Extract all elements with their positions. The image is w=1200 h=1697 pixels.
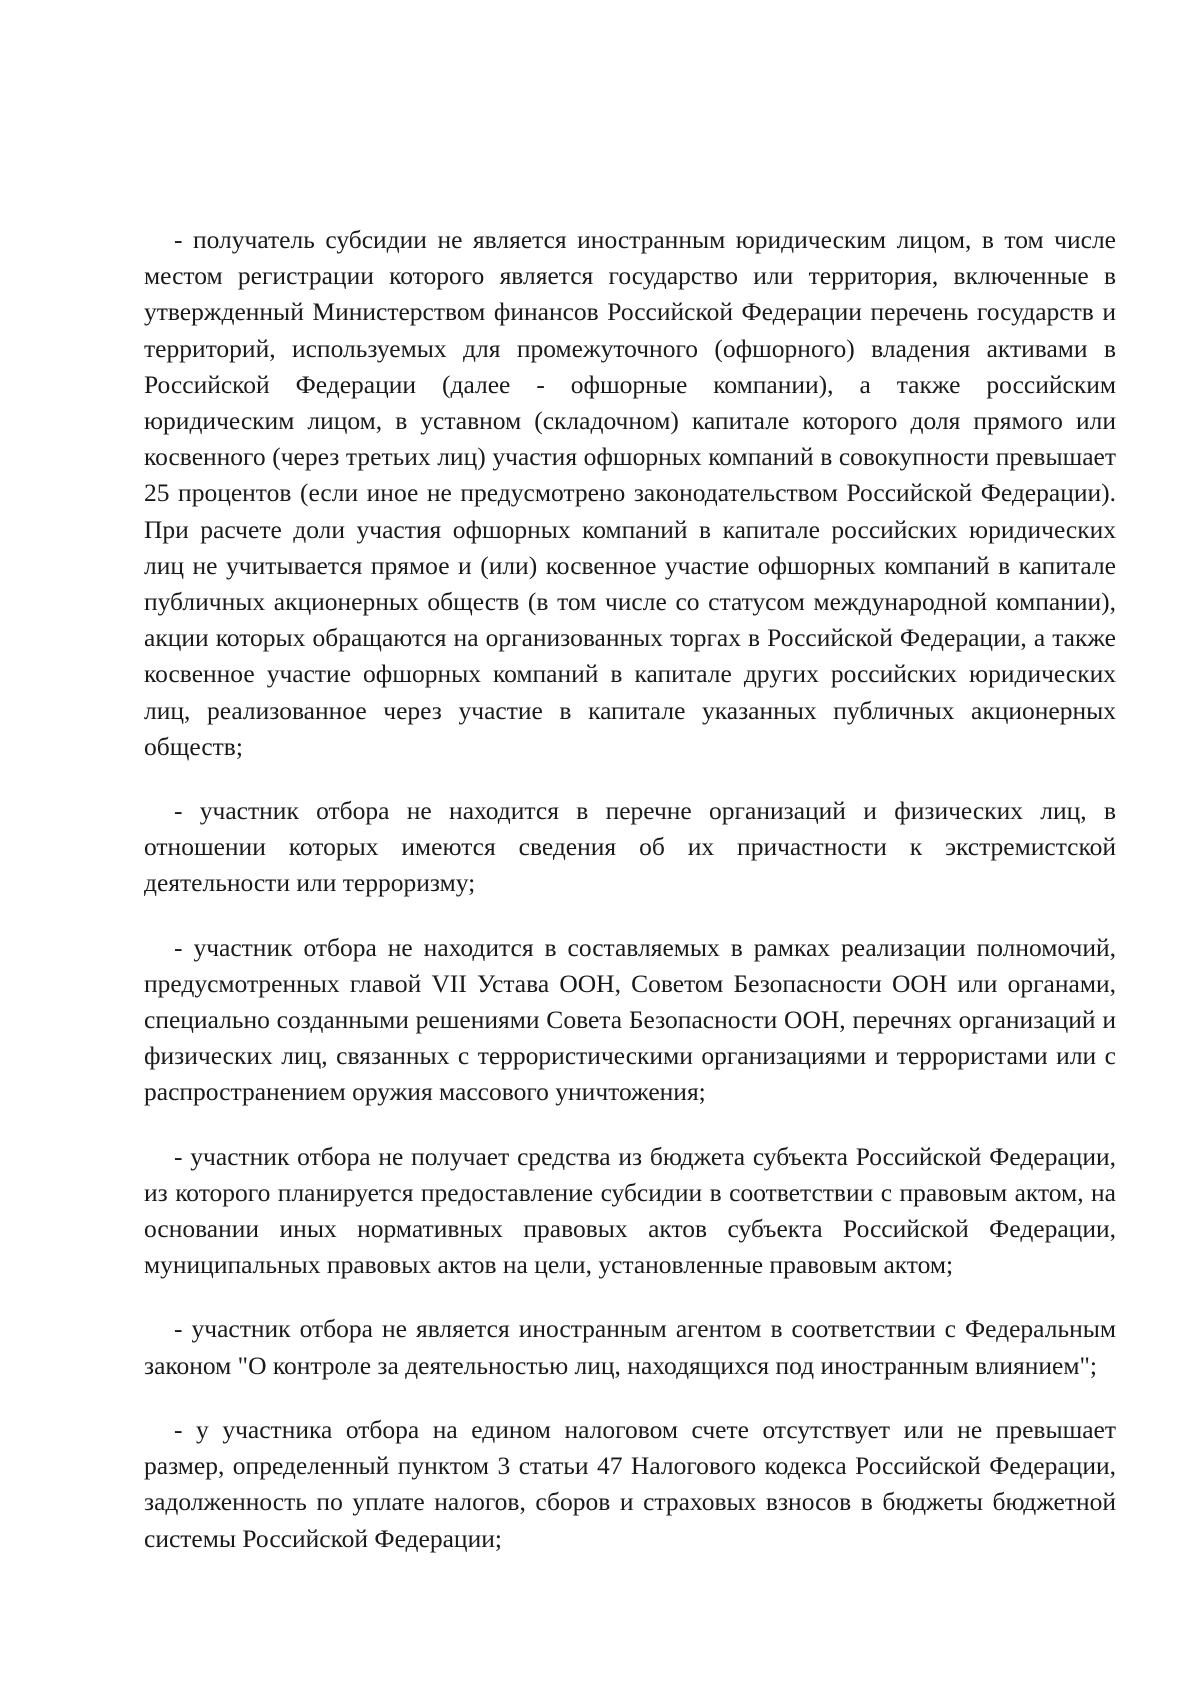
paragraph-un-security-council: - участник отбора не находится в составляемых в рамках реализации полномочий, предусмотренных главой VII Устава ООН, Советом Безопасности ООН или органами, специально созданными решениями Совета Безопасности ООН, перечнях организаций и физических лиц, связанных с террористическими организациями и террористами или с распространением оружия массового уничтожения; (144, 932, 1116, 1107)
paragraph-budget-funds: - участник отбора не получает средства из бюджета субъекта Российской Федерации, из которого планируется предоставление субсидии в соответствии с правовым актом, на основании иных нормативных правовых актов субъекта Российской Федерации, муниципальных правовых актов на цели, установленные правовым актом; (144, 1141, 1116, 1280)
paragraph-foreign-agent: - участник отбора не является иностранным агентом в соответствии с Федеральным законом "О контроле за деятельностью лиц, находящихся под иностранным влиянием"; (144, 1314, 1116, 1380)
paragraph-offshore-companies: - получатель субсидии не является иностранным юридическим лицом, в том числе местом регистрации которого является государство или территория, включенные в утвержденный Министерством финансов Российской Федерации перечень государств и территорий, используемых для промежуточного (офшорного) владения активами в Российской Федерации (далее - офшорные компании), а также российским юридическим лицом, в уставном (складочном) капитале которого доля прямого или косвенного (через третьих лиц) участия офшорных компаний в совокупности превышает 25 процентов (если иное не предусмотрено законодательством Российской Федерации). При расчете доли участия офшорных компаний в капитале российских юридических лиц не учитывается прямое и (или) косвенное участие офшорных компаний в капитале публичных акционерных обществ (в том числе со статусом международной компании), акции которых обращаются на организованных торгах в Российской Федерации, а также косвенное участие офшорных компаний в капитале других российских юридических лиц, реализованное через участие в капитале указанных публичных акционерных обществ; (144, 225, 1116, 761)
document-body (144, 222, 1116, 1585)
paragraph-tax-debt: - у участника отбора на едином налоговом счете отсутствует или не превышает размер, определенный пунктом 3 статьи 47 Налогового кодекса Российской Федерации, задолженность по уплате налогов, сборов и страховых взносов в бюджеты бюджетной системы Российской Федерации; (144, 1414, 1116, 1553)
paragraph-extremism-list: - участник отбора не находится в перечне организаций и физических лиц, в отношении которых имеются сведения об их причастности к экстремистской деятельности или терроризму; (144, 796, 1116, 898)
